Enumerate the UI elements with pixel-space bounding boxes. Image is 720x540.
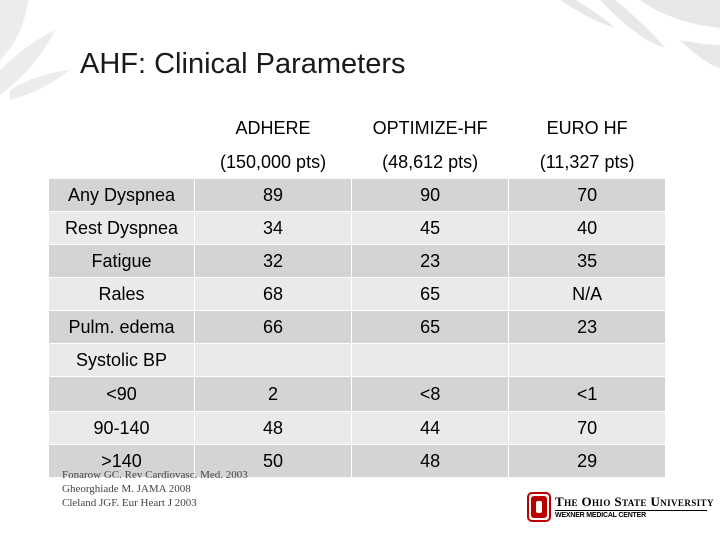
row-label: Pulm. edema <box>49 311 195 344</box>
reference-item: Cleland JGF. Eur Heart J 2003 <box>62 497 197 509</box>
row-label: Fatigue <box>49 245 195 278</box>
section-label: Systolic BP <box>49 344 195 377</box>
table-cell: 48 <box>195 412 352 445</box>
logo-divider <box>555 510 707 511</box>
osu-logo <box>527 492 712 524</box>
table-header-row <box>49 111 666 146</box>
column-header: OPTIMIZE-HF <box>352 111 509 146</box>
header-empty-cell <box>49 111 195 146</box>
table-subheader-row <box>49 146 666 179</box>
table-cell: 29 <box>509 445 666 478</box>
clinical-parameters-table <box>48 110 666 478</box>
table-row <box>49 377 666 412</box>
table-cell: 34 <box>195 212 352 245</box>
table-cell: <8 <box>352 377 509 412</box>
table-cell: 70 <box>509 412 666 445</box>
table-row <box>49 179 666 212</box>
table-cell: 48 <box>352 445 509 478</box>
table-cell: 89 <box>195 179 352 212</box>
table-cell: 66 <box>195 311 352 344</box>
column-header: EURO HF <box>509 111 666 146</box>
table-row <box>49 245 666 278</box>
table-cell: N/A <box>509 278 666 311</box>
row-label: Any Dyspnea <box>49 179 195 212</box>
table-cell: 68 <box>195 278 352 311</box>
row-label: Rest Dyspnea <box>49 212 195 245</box>
table-cell: 35 <box>509 245 666 278</box>
table-cell: 65 <box>352 311 509 344</box>
section-row <box>49 344 666 377</box>
block-o-icon <box>527 492 551 522</box>
column-header: ADHERE <box>195 111 352 146</box>
table-row <box>49 212 666 245</box>
reference-item: Gheorghiade M. JAMA 2008 <box>62 483 191 495</box>
references <box>62 468 248 510</box>
table-row <box>49 311 666 344</box>
column-subtitle: (11,327 pts) <box>509 146 666 179</box>
table-cell: 44 <box>352 412 509 445</box>
table-cell: 2 <box>195 377 352 412</box>
medical-center-name: WEXNER MEDICAL CENTER <box>555 512 646 519</box>
table-cell: 40 <box>509 212 666 245</box>
table-cell: 23 <box>509 311 666 344</box>
table-row <box>49 412 666 445</box>
table-cell <box>352 344 509 377</box>
subheader-empty-cell <box>49 146 195 179</box>
column-subtitle: (48,612 pts) <box>352 146 509 179</box>
table-cell: 32 <box>195 245 352 278</box>
row-label: >140 <box>49 445 195 478</box>
table-cell <box>509 344 666 377</box>
row-label: <90 <box>49 377 195 412</box>
table-row <box>49 278 666 311</box>
reference-item: Fonarow GC. Rev Cardiovasc. Med. 2003 <box>62 469 248 481</box>
university-name: The Ohio State University <box>555 494 714 509</box>
row-label: 90-140 <box>49 412 195 445</box>
table-cell: 45 <box>352 212 509 245</box>
row-label: Rales <box>49 278 195 311</box>
table-cell: 90 <box>352 179 509 212</box>
table-cell: 70 <box>509 179 666 212</box>
table-cell: <1 <box>509 377 666 412</box>
table-cell: 23 <box>352 245 509 278</box>
table-cell: 50 <box>195 445 352 478</box>
slide-title: AHF: Clinical Parameters <box>80 48 406 80</box>
column-subtitle: (150,000 pts) <box>195 146 352 179</box>
table-cell: 65 <box>352 278 509 311</box>
table-cell <box>195 344 352 377</box>
